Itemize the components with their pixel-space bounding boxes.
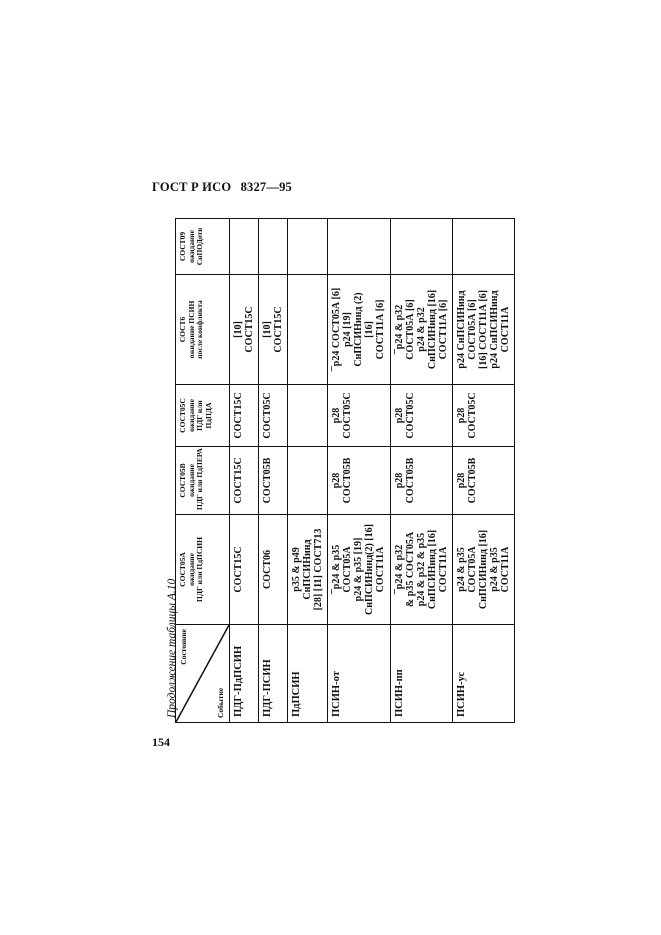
table-cell [259,447,288,515]
cell-line: [10] [262,321,274,338]
column-header-line: ожидание ПСИН [186,300,196,359]
cell-line: p24 СнПСИНинд [488,290,500,369]
table-cell [230,275,259,385]
table-row [328,219,390,723]
column-header-4 [176,275,230,385]
cell-line: p28 [331,472,343,489]
column-header-3 [176,385,230,447]
column-header-line: СОСТ05С [178,398,187,433]
column-header-line: СОСТ09 [178,231,187,262]
cell-line: СнПСИНинд [16] [426,529,438,610]
cell-line: p24 & p35 [19] [353,537,365,602]
cell-line: СОСТ05С [262,392,274,439]
cell-line: СОСТ15С [244,306,255,353]
table-body [230,219,515,723]
table-cell [259,385,288,447]
table-cell [390,515,452,625]
table-cell [288,447,328,515]
row-event-label: ПДГ-ПдПСИН [230,625,259,723]
cell-line: [16] СОСТ11А [6] [477,290,489,370]
cell-line: p28 [393,472,405,489]
cell-line: СОСТ11А [499,306,511,353]
cell-line: СОСТ05В [342,457,354,504]
cell-line: [10] [233,321,244,338]
table-cell [390,447,452,515]
column-header-line: ПдПДА [203,402,213,429]
table-cell [390,219,452,275]
table-cell [288,385,328,447]
table-cell [328,275,390,385]
row-event-label: ПДГ-ПСИН [259,625,288,723]
cell-line: ¯p24 & p32 [393,304,405,355]
column-header-line: ПДГ или [195,400,204,431]
cell-line: СнПСИНинд [302,539,314,600]
rotated-table [175,219,515,723]
table-cell [328,447,390,515]
table-cell [288,515,328,625]
cell-line: СнПСИНинд [16] [426,289,438,370]
table-cell [390,275,452,385]
cell-line: СОСТ05А [6] [404,299,416,360]
row-event-label: ПдПСИН [288,625,328,723]
column-header-5 [176,219,230,275]
table-cell [230,447,259,515]
cell-line: СОСТ15С [233,457,244,504]
cell-line: СОСТ05В [404,457,416,504]
column-header-line: ожидание [186,230,196,263]
table-cell [259,275,288,385]
cell-line: p35 & p49 [291,547,303,592]
cell-line: СОСТ15С [233,546,244,593]
column-header-line: ожидание [186,464,196,497]
cell-line: СОСТ15С [273,306,285,353]
table-cell [230,385,259,447]
table-cell [230,219,259,275]
cell-line: ¯p24 & p32 [393,544,405,595]
cell-line: СОСТ06 [262,550,274,590]
column-header-2 [176,447,230,515]
cell-line: СОСТ05А [342,546,354,593]
column-header-line: СОСТ05А [178,552,187,587]
table-cell [452,447,514,515]
cell-line: p24 & p35 [488,547,500,592]
header-standard: ГОСТ Р ИСО [152,180,232,194]
column-header-line: СОСТ6 [178,316,187,343]
table-cell [452,219,514,275]
cell-line: СнПСИНинд (2) [353,292,365,367]
table-cell [452,275,514,385]
table-row [288,219,328,723]
transition-table [175,218,515,723]
row-event-label: ПСИН-пп [390,625,452,723]
table-cell [328,219,390,275]
cell-line: p24 [19] [342,312,354,347]
column-header-line: после конфликта [195,300,204,359]
cell-line: p24 & p32 [415,307,427,352]
cell-line: p24 & p35 [455,547,467,592]
table-cell [452,515,514,625]
table-cell [452,385,514,447]
page-number: 154 [152,735,170,749]
cell-line: СОСТ11А [6] [375,299,387,360]
corner-header [176,625,230,723]
cell-line: ¯p24 СОСТ05А [6] [331,287,343,372]
table-cell [230,515,259,625]
cell-line: СОСТ05В [262,457,274,504]
cell-line: СнПСИНинд(2) [16] [364,524,376,615]
table-row [259,219,288,723]
table-cell [288,219,328,275]
cell-line: СОСТ05С [342,392,354,439]
cell-line: СОСТ05С [466,392,478,439]
cell-line: [28] [11] СОСТ713 [313,528,325,611]
cell-line: p28 [455,407,467,424]
cell-line: p28 [331,407,343,424]
column-header-line: ожидание [186,553,196,586]
page-header [152,180,298,195]
column-header-1 [176,515,230,625]
column-header-line: ПДГ или ПдПЕРА [195,448,204,510]
cell-line: СОСТ05С [404,392,416,439]
column-header-line: СОСТ05В [178,463,187,498]
column-header-line: ПДГ или ПдПСИН [195,537,204,602]
cell-line: СОСТ11А [6] [437,299,449,360]
cell-line: & p35 СОСТ05А [404,531,416,608]
cell-line: СОСТ05А [6] [466,299,478,360]
table-row [230,219,259,723]
column-header-line: ожидание [186,399,196,432]
cell-line: СнПСИНинд [16] [477,529,489,610]
column-header-line: СнПОДотв [195,227,204,266]
cell-line: СОСТ11А [375,546,387,593]
table-cell [328,515,390,625]
header-number: 8327—95 [240,180,292,194]
cell-line: СОСТ05А [466,546,478,593]
cell-line: СОСТ11А [437,546,449,593]
table-cell [259,219,288,275]
corner-event-label: Событие [215,687,225,718]
cell-line: СОСТ15С [233,392,244,439]
cell-line: p24 СнПСИНинд [455,290,467,369]
table-caption: Продолжение таблицы А.10 [166,578,178,718]
row-event-label: ПСИН-ус [452,625,514,723]
cell-line: СОСТ11А [499,546,511,593]
table-cell [390,385,452,447]
corner-state-label: Состояние [179,629,188,665]
table-cell [328,385,390,447]
cell-line: p28 [393,407,405,424]
cell-line: СОСТ05В [466,457,478,504]
table-row [452,219,514,723]
cell-line: ¯p24 & p35 [331,544,343,595]
row-event-label: ПСИН-от [328,625,390,723]
table-cell [288,275,328,385]
cell-line: [16] [364,321,376,338]
table-row [390,219,452,723]
cell-line: p24 & p32 & p35 [415,532,427,607]
cell-line: p28 [455,472,467,489]
table-cell [259,515,288,625]
